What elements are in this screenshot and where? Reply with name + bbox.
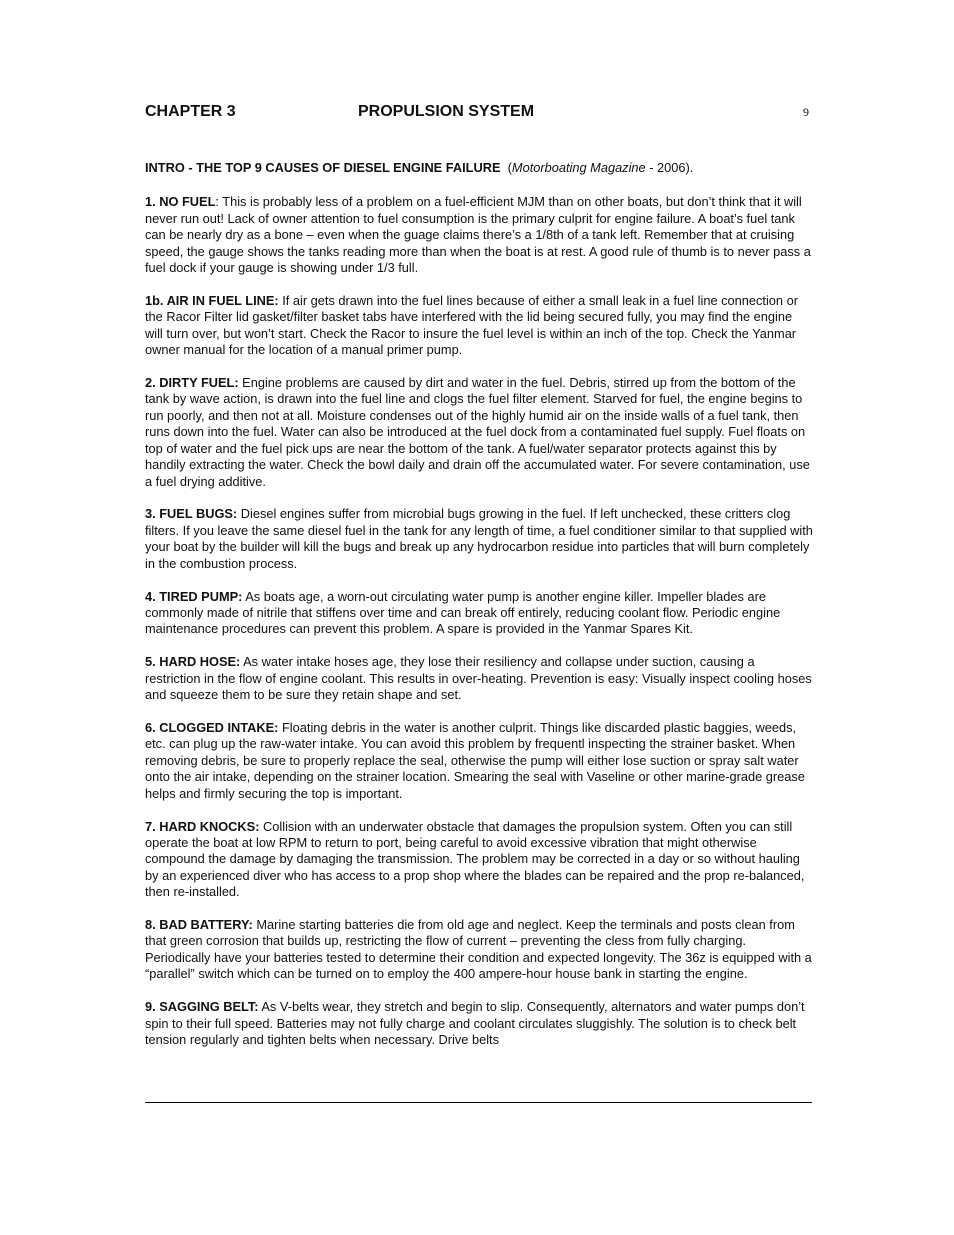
intro-paragraph bbox=[145, 160, 813, 176]
section-heading: 5. HARD HOSE: bbox=[145, 654, 241, 670]
section-text: Engine problems are caused by dirt and water in the fuel. Debris, stirred up from the bottom of the tank by wave action, is drawn into the fuel line and clogs the fuel filter element. Starved for fuel, the engine begins to run poorly, and then not at all. Moisture condenses out of the highly humid air on the inside walls of a fuel tank, then runs down into the fuel. Water can also be introduced at the fuel dock from a contaminated fuel supply. Fuel floats on top of water and the fuel pick ups are near the bottom of the tank. A fuel/water separator protects against this by handily extracting the water. Check the bowl daily and drain off the accumulated water. For severe contamination, use a fuel drying additive. bbox=[145, 375, 810, 489]
page-number: 9 bbox=[803, 105, 809, 119]
section-hard-knocks bbox=[145, 819, 813, 901]
section-heading: 1b. AIR IN FUEL LINE: bbox=[145, 292, 279, 308]
document-body bbox=[145, 160, 813, 1065]
section-text: If air gets drawn into the fuel lines because of either a small leak in a fuel line connection or the Racor Filter lid gasket/filter basket tabs have interfered with the lid being secured fully, you may find the engine will turn over, but won’t start. Check the Racor to insure the fuel level is within an inch of the top. Check the Yanmar owner manual for the location of a manual primer pump. bbox=[145, 292, 798, 358]
section-text: As water intake hoses age, they lose their resiliency and collapse under suction, causing a restriction in the flow of engine coolant. This results in over-heating. Prevention is easy: Visually inspect cooling hoses and squeeze them to be sure they retain shape and set. bbox=[145, 654, 812, 703]
section-text: As boats age, a worn-out circulating water pump is another engine killer. Impeller blades are commonly made of nitrile that stiffens over time and can break off entirely, reducing coolant flow. Periodic engine maintenance procedures can prevent this problem. A spare is provided in the Yanmar Spares Kit. bbox=[145, 588, 781, 637]
section-heading: 7. HARD KNOCKS: bbox=[145, 818, 260, 834]
section-sagging-belt bbox=[145, 999, 813, 1048]
footer-rule bbox=[145, 1102, 812, 1103]
section-bad-battery bbox=[145, 917, 813, 983]
section-text: : This is probably less of a problem on a fuel-efficient MJM than on other boats, but don’t think that it will never run out! Lack of owner attention to fuel consumption is the primary culprit for engine failure. A boat’s fuel tank can be nearly dry as a bone – even when the guage claims there’s a 1/8th of a tank left. Remember that at cruising speed, the gauge shows the tanks reading more than when the boat is at rest. A good rule of thumb is to never pass a fuel dock if your gauge is showing under 1/3 full. bbox=[145, 194, 811, 276]
section-hard-hose bbox=[145, 654, 813, 703]
section-heading: 2. DIRTY FUEL: bbox=[145, 375, 239, 391]
section-heading: 3. FUEL BUGS: bbox=[145, 506, 238, 522]
section-tired-pump bbox=[145, 589, 813, 638]
section-text: Collision with an underwater obstacle that damages the propulsion system. Often you can still operate the boat at low RPM to return to port, being careful to avoid excessive vibration that might otherwise compound the damage by damaging the transmission. The problem may be corrected in a day or so without hauling by an experienced diver who has access to a prop shop where the blades can be repaired and the prop re-balanced, then re-installed. bbox=[145, 818, 805, 900]
chapter-label: CHAPTER 3 bbox=[145, 103, 236, 120]
section-heading: 8. BAD BATTERY: bbox=[145, 917, 253, 933]
section-clogged-intake bbox=[145, 720, 813, 802]
page-header bbox=[145, 103, 811, 127]
section-heading: 9. SAGGING BELT: bbox=[145, 999, 259, 1015]
section-text: Marine starting batteries die from old age and neglect. Keep the terminals and posts clean from that green corrosion that builds up, restricting the flow of current – preventing the cless from fully charging. Periodically have your batteries tested to determine their condition and expected longevity. The 36z is equipped with a “parallel” switch which can be turned on to employ the 400 ampere-hour house bank in starting the engine. bbox=[145, 917, 812, 982]
intro-source-close: - 2006). bbox=[645, 160, 694, 175]
intro-source-publication: Motorboating Magazine bbox=[511, 160, 646, 175]
section-dirty-fuel bbox=[145, 375, 813, 490]
section-fuel-bugs bbox=[145, 506, 813, 572]
intro-source-open: ( bbox=[507, 160, 512, 175]
section-text: As V-belts wear, they stretch and begin to slip. Consequently, alternators and water pumps don’t spin to their full speed. Batteries may not fully charge and coolant circulates sluggishly. The solution is to check belt tension regularly and tighten belts when necessary. Drive belts bbox=[145, 999, 805, 1047]
section-text: Floating debris in the water is another culprit. Things like discarded plastic baggies, weeds, etc. can plug up the raw-water intake. You can avoid this problem by frequentl inspecting the strainer basket. When removing debris, be sure to properly replace the seal, otherwise the pump will either lose suction or spray salt water onto the air intake, depending on the strainer location. Smearing the seal with Vaseline or other marine-grade grease helps and firmly securing the top is important. bbox=[145, 719, 805, 801]
section-text: Diesel engines suffer from microbial bugs growing in the fuel. If left unchecked, these critters clog filters. If you leave the same diesel fuel in the tank for any length of time, a fuel conditioner similar to that supplied with your boat by the builder will kill the bugs and break up any hydrocarbon residue into particles that will burn completely in the combustion process. bbox=[145, 506, 813, 571]
chapter-title: PROPULSION SYSTEM bbox=[358, 103, 535, 120]
section-heading: 6. CLOGGED INTAKE: bbox=[145, 719, 279, 735]
section-no-fuel bbox=[145, 194, 813, 276]
section-heading: 1. NO FUEL bbox=[145, 194, 216, 210]
section-air-in-fuel-line bbox=[145, 293, 813, 359]
section-heading: 4. TIRED PUMP: bbox=[145, 588, 243, 604]
intro-heading: INTRO - THE TOP 9 CAUSES OF DIESEL ENGINE FAILURE bbox=[145, 160, 501, 175]
